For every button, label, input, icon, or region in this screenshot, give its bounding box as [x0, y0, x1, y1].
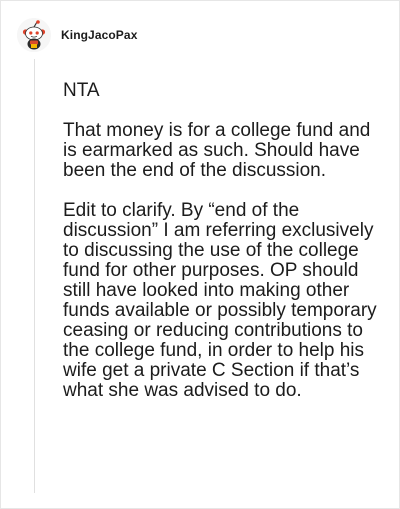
comment-body: [63, 81, 389, 421]
comment-paragraph: That money is for a college fund and is earmarked as such. Should have been the end of the discussion.: [63, 120, 371, 181]
reddit-snoo-avatar-icon: [17, 18, 51, 52]
comment-username[interactable]: KingJacoPax: [61, 28, 138, 42]
comment-paragraph: NTA: [63, 80, 100, 101]
comment-header: [17, 15, 137, 55]
thread-line[interactable]: [34, 59, 35, 493]
avatar[interactable]: [17, 18, 51, 52]
comment-paragraph: Edit to clarify. By “end of the discussion” I am referring exclusively to discussing the use of the college fund for other purposes. OP should still have looked into making other funds available or possibly temporary ceasing or reducing contributions to the college fund, in order to help his wife get a private C Section if that’s what she was advised to do.: [63, 200, 377, 401]
